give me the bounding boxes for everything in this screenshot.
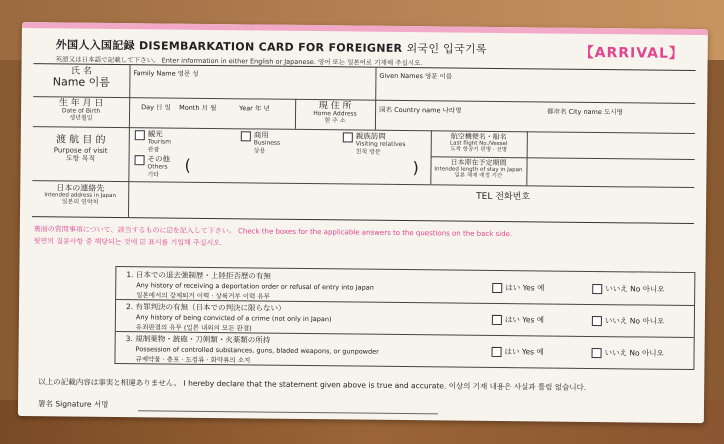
stay-label: 日本滞在予定期間 Intended length of stay in Japan 일본 체재 예정 기간 — [434, 158, 523, 180]
flight-number-field[interactable] — [531, 133, 691, 157]
tourism-checkbox[interactable] — [135, 130, 145, 140]
birth-year-field[interactable]: Year 年 년 — [239, 104, 270, 113]
purpose-others[interactable]: その他 Others 기타 — [134, 155, 170, 179]
question-row: 1. 日本での退去強制歴・上陸拒否歴の有無 Any history of receiving a deportation order or refusal of entry into Japan 일본에서의 강제퇴거 이력 · 상륙거부 이력 유무 はい Yes 예 いいえ No 아니오 — [116, 267, 694, 306]
others-checkbox[interactable] — [135, 155, 145, 165]
q3-yes[interactable]: はい Yes 예 — [492, 346, 544, 358]
visiting-relatives-checkbox[interactable] — [343, 132, 353, 142]
address-in-japan-field[interactable] — [132, 184, 452, 215]
title-korean: 외국인 입국기록 — [406, 42, 487, 56]
questions-intro-line2: 뒷면의 질문사항 중 해당되는 것에 ☑ 표시를 기입해 주십시오. — [33, 237, 223, 248]
name-label: 氏 名 Name 이름 — [52, 66, 111, 90]
signature-label: 署名 Signature 서명 — [37, 399, 109, 409]
business-checkbox[interactable] — [241, 131, 251, 141]
card-title — [56, 36, 487, 57]
others-open-paren: ( — [184, 155, 191, 175]
purpose-label: 渡 航 目 的 Purpose of visit 도항 목적 — [53, 134, 108, 163]
q3-yes-checkbox[interactable] — [492, 347, 502, 357]
home-address-label: 現 住 所 Home Address 현 주 소 — [313, 101, 357, 125]
given-names-field[interactable]: Given Names 영문 이름 — [379, 71, 453, 81]
q1-yes[interactable]: はい Yes 예 — [492, 282, 544, 294]
disembarkation-card — [18, 22, 708, 423]
q2-yes-checkbox[interactable] — [492, 315, 502, 325]
arrival-text: ARRIVAL — [594, 44, 670, 62]
q1-yes-checkbox[interactable] — [492, 283, 502, 293]
country-field[interactable]: 国名 Country name 나라명 — [379, 105, 462, 115]
q2-no[interactable]: いいえ No 아니오 — [592, 315, 664, 327]
purpose-tourism[interactable]: 観光 Tourism 관광 — [135, 130, 171, 154]
q3-no-checkbox[interactable] — [592, 348, 602, 358]
length-of-stay-field[interactable] — [530, 159, 690, 183]
questions-box — [114, 266, 695, 370]
purpose-visiting-relatives[interactable]: 親族訪問 Visiting relatives 친척 방문 — [343, 132, 406, 156]
purpose-row — [32, 126, 695, 188]
signature-field[interactable] — [138, 410, 438, 414]
question-row: 3. 規制薬物・銃砲・刀剣類・火薬類の所持 Possession of controlled substances, guns, bladed weapons, or gunpowder 규제약물 · 총포 · 도검류 · 화약류의 소지 はい Yes 예 いいえ No 아니오 — [125, 334, 664, 364]
q3-no[interactable]: いいえ No 아니오 — [592, 347, 664, 359]
q2-yes[interactable]: はい Yes 예 — [492, 314, 544, 326]
q1-no-checkbox[interactable] — [592, 284, 602, 294]
language-instruction: 英語又は日本語で記載して下さい。 Enter information in either English or Japanese. 영어 또는 일본어로 기재해 주십시오. — [55, 55, 423, 68]
purpose-business[interactable]: 商用 Business 상용 — [241, 131, 281, 155]
question-row: 2. 有罪判決の有無（日本での判決に限らない） Any history of being convicted of a crime (not only in Japan) 유죄판결의 유무 (일본 내외의 모든 판결) はい Yes 예 いいえ No 아니오 — [116, 299, 694, 338]
family-name-field[interactable]: Family Name 영문 성 — [133, 69, 199, 78]
contact-row — [32, 180, 694, 224]
title-main: 外国人入国記録 DISEMBARKATION CARD FOR FOREIGNER — [55, 38, 403, 55]
birth-month-field[interactable]: Month 月 월 — [179, 103, 217, 113]
telephone-field[interactable]: TEL 전화번호 — [476, 191, 531, 203]
flight-label: 航空機便名・船名 Last flight No./Vessel 도착 항공기 편명 · 선명 — [450, 132, 508, 154]
questions-intro-line1: 裏面の質問事項について、該当するものに☑を記入して下さい。 Check the boxes for the applicable answers to the questions on the back side. — [33, 225, 513, 239]
others-close-paren: ) — [412, 158, 419, 178]
birth-label: 生 年 月 日 Date of Birth 생년월일 — [58, 98, 104, 122]
q1-no[interactable]: いいえ No 아니오 — [592, 283, 664, 295]
contact-label: 日本の連絡先 Intended address in Japan 일본의 연락처 — [44, 183, 117, 206]
arrival-label: 【ARRIVAL】 — [579, 44, 685, 62]
birth-day-field[interactable]: Day 日 일 — [141, 103, 171, 112]
q2-no-checkbox[interactable] — [592, 316, 602, 326]
declaration-text: 以上の記載内容は事実と相違ありません。 I hereby declare that the statement given above is true and accurate. 이상의 기재 내용은 사실과 틀림 없습니다. — [38, 377, 587, 392]
city-field[interactable]: 都市名 City name 도시명 — [547, 107, 623, 117]
